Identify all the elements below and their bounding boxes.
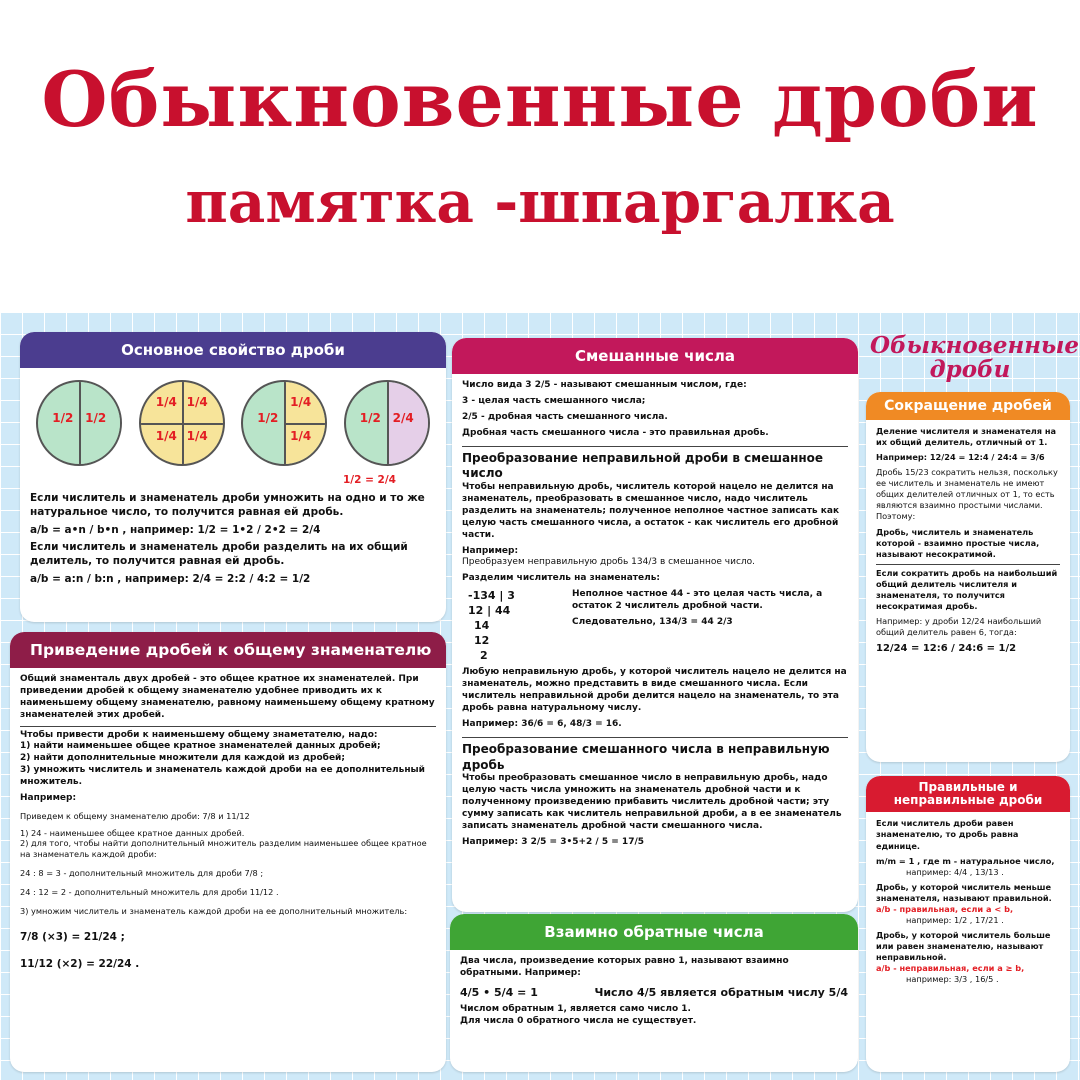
card-proper-improper: [866, 776, 1070, 1072]
lcd-step-1: 1) найти наименьшее общее кратное знаменателей данных дробей;: [20, 741, 381, 752]
gcd-example: Например: у дроби 12/24 наибольший общий делитель равен 6, тогда:: [876, 615, 1042, 637]
mixed-to-improper-rule: Чтобы преобразовать смешанное число в неправильную дробь, надо целую часть числа умножить на знаменатель дробной части и к полученному произведению прибавить числитель дробной части; эту сумму записать как числитель неправильной дроби, а в ее знаменатель записать знаменатель дробной части смешанного числа.: [462, 773, 842, 831]
card-reciprocals-title: Взаимно обратные числа: [450, 914, 858, 950]
lcd-example-label: Например:: [20, 792, 77, 803]
card-basic-property: [20, 332, 446, 622]
cheat-sheet-board: [0, 312, 1080, 1080]
reciprocal-example: Число 4/5 является обратным числу 5/4: [594, 985, 848, 999]
improper-to-mixed-heading: Преобразование неправильной дроби в смешанное число: [462, 446, 848, 483]
improper-rule-note: Любую неправильную дробь, у которой числитель нацело не делится на знаменатель, можно представить в виде смешанного числа. Если числитель неправильной дроби делится нацело на знаменатель, то эта дробь равна натуральному числу.: [462, 667, 847, 713]
equal-one-example: например: 4/4 , 13/13 .: [906, 866, 1004, 877]
lcd-example-line: 24 : 12 = 2 - дополнительный множитель для дроби 11/12 .: [20, 886, 279, 897]
natural-example: Например: 36/6 = 6, 48/3 = 16.: [462, 718, 622, 729]
mixed-fraction-part: 2/5 - дробная часть смешанного числа.: [462, 411, 668, 422]
property-multiply-formula: a/b = a•n / b•n , например: 1/2 = 1•2 / 2•2 = 2/4: [30, 523, 321, 536]
mixed-to-improper-heading: Преобразование смешанного числа в неправильную дробь: [462, 737, 848, 774]
equal-one-rule: Если числитель дроби равен знаменателю, то дробь равна единице.: [876, 818, 1019, 851]
reduce-definition: Деление числителя и знаменателя на их общий делитель, отличный от 1.: [876, 426, 1057, 448]
lcd-example-line: 3) умножим числитель и знаменатель каждой дроби на ее дополнительный множитель:: [20, 905, 408, 916]
long-division: -134 | 3 12 | 44 14 12 2: [468, 589, 515, 662]
circle-quarters: 1/4 1/4 1/4 1/4: [139, 380, 225, 466]
example-label: Например:: [462, 545, 519, 556]
lcd-example-line: 2) для того, чтобы найти дополнительный множитель разделим наименьшее общее кратное на знаменатель каждой дроби:: [20, 838, 427, 860]
irreducible-definition: Дробь, числитель и знаменатель которой - взаимно простые числа, называют несократимой.: [876, 526, 1040, 559]
card-proper-improper-title: Правильные и неправильные дроби: [866, 776, 1070, 812]
reciprocal-product: 4/5 • 5/4 = 1: [460, 985, 538, 999]
side-title: Обыкновенные дроби: [870, 332, 1080, 384]
lcd-step-2: 2) найти дополнительные множители для каждой из дробей;: [20, 753, 345, 764]
lcd-example-line: 24 : 8 = 3 - дополнительный множитель для дроби 7/8 ;: [20, 868, 264, 879]
proper-example: например: 1/2 , 17/21 .: [906, 914, 1004, 925]
page-title: Обыкновенные дроби: [41, 55, 1039, 144]
mixed-definition: Число вида 3 2/5 - называют смешанным числом, где:: [462, 380, 747, 390]
circle-half-quarters: 1/2 1/4 1/4: [241, 380, 327, 466]
irreducible-note: Дробь 15/23 сократить нельзя, поскольку ее числитель и знаменатель не имеют общих делителей отличных от 1, то есть являются взаимно простыми числами. Поэтому:: [876, 467, 1058, 522]
card-common-denominator-title: Приведение дробей к общему знаменателю: [10, 632, 446, 668]
header: [0, 0, 1080, 300]
gcd-rule: Если сократить дробь на наибольший общий делитель числителя и знаменателя, то получится несократимая дробь.: [876, 564, 1060, 612]
lcd-example-line: Приведем к общему знаменателю дроби: 7/8 и 11/12: [20, 810, 250, 821]
lcd-example-result: 7/8 (×3) = 21/24 ;: [20, 930, 125, 943]
lcd-step-3: 3) умножить числитель и знаменатель каждой дроби на ее дополнительный множитель.: [20, 765, 425, 787]
card-mixed-numbers: [452, 338, 858, 912]
improper-definition: Дробь, у которой числитель больше или равен знаменателю, называют неправильной.: [876, 929, 1051, 963]
property-multiply-text: Если числитель и знаменатель дроби умножить на одно и то же натуральное число, то получится равная ей дробь.: [30, 491, 425, 518]
lcd-example-line: 1) 24 - наименьшее общее кратное данных дробей.: [20, 827, 245, 838]
division-result: Следовательно, 134/3 = 44 2/3: [572, 616, 733, 627]
proper-condition: a/b - правильная, если a < b,: [876, 903, 1014, 914]
card-common-denominator: [10, 632, 446, 1072]
page-subtitle: памятка -шпаргалка: [185, 168, 895, 236]
card-basic-property-title: Основное свойство дроби: [20, 332, 446, 368]
card-mixed-numbers-title: Смешанные числа: [452, 338, 858, 374]
property-divide-text: Если числитель и знаменатель дроби разделить на их общий делитель, то получится равная ей дробь.: [30, 541, 408, 568]
lcd-example-result: 11/12 (×2) = 22/24 .: [20, 958, 140, 971]
mixed-whole-part: 3 - целая часть смешанного числа;: [462, 395, 646, 406]
example-convert-text: Преобразуем неправильную дробь 134/3 в смешанное число.: [462, 557, 756, 568]
equivalence-example: 1/2 = 2/4: [342, 474, 396, 486]
improper-example: например: 3/3 , 16/5 .: [906, 974, 999, 985]
improper-condition: a/b - неправильная, если a ≥ b,: [876, 963, 1025, 974]
card-reducing: [866, 392, 1070, 762]
proper-definition: Дробь, у которой числитель меньше знаменателя, называют правильной.: [876, 881, 1052, 903]
gcd-result: 12/24 = 12:6 / 24:6 = 1/2: [876, 643, 1017, 655]
fraction-circles: [20, 368, 446, 468]
equal-one-formula: m/m = 1 , где m - натуральное число,: [876, 855, 1055, 866]
mixed-proper-note: Дробная часть смешанного числа - это правильная дробь.: [462, 427, 769, 438]
improper-to-mixed-rule: Чтобы неправильную дробь, числитель которой нацело не делится на знаменатель, преобразовать в смешанное число, надо числитель разделить на знаменатель; полученное неполное частное записать как целую часть смешанного числа, а остаток - как числитель его дробной части.: [462, 482, 840, 540]
lcd-definition: Общий знаменталь двух дробей - это общее кратное их знаменателей. При приведении дробей к общему знаменателю удобнее приводить их к наименьшему общему знаменателю, равному наименьшему общему кратному знаменателей этих дробей.: [20, 674, 435, 720]
property-divide-formula: a/b = a:n / b:n , например: 2/4 = 2:2 / 4:2 = 1/2: [30, 573, 311, 586]
lcd-how-to: Чтобы привести дроби к наименьшему общему знаметателю, надо:: [20, 726, 436, 742]
reciprocal-definition: Два числа, произведение которых равно 1, называют взаимно обратными. Например:: [460, 956, 789, 978]
mixed-to-improper-example: Например: 3 2/5 = 3•5+2 / 5 = 17/5: [462, 836, 644, 847]
reciprocal-one: Числом обратным 1, является само число 1.: [460, 1004, 691, 1015]
divide-instruction: Разделим числитель на знаменатель:: [462, 573, 661, 584]
division-note: Неполное частное 44 - это целая часть числа, а остаток 2 числитель дробной части.: [572, 589, 823, 612]
card-reciprocals: [450, 914, 858, 1072]
circle-half-two-quarters: 1/2 2/4: [344, 380, 430, 466]
reduce-example: Например: 12/24 = 12:4 / 24:4 = 3/6: [876, 452, 1045, 463]
reciprocal-zero: Для числа 0 обратного числа не существует.: [460, 1016, 697, 1027]
card-reducing-title: Сокращение дробей: [866, 392, 1070, 420]
circle-halves: 1/2 1/2: [36, 380, 122, 466]
